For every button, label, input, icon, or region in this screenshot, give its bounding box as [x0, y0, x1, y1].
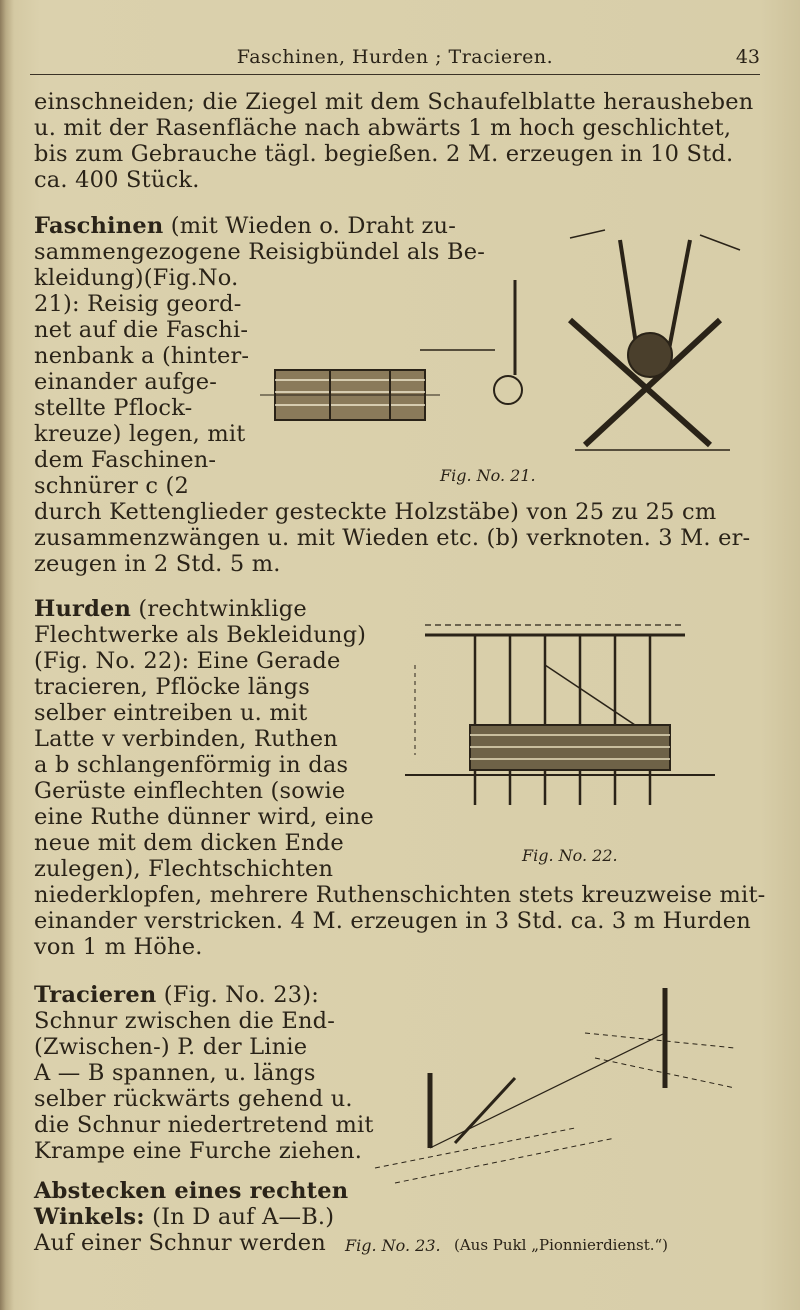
tracieren-line: A — B spannen, u. längs — [34, 1060, 316, 1086]
tracieren-heading: Tracieren — [34, 982, 157, 1008]
tracieren-line: (Zwischen-) P. der Linie — [34, 1034, 308, 1060]
figure-21-drawing — [240, 200, 760, 490]
hurden-line: zulegen), Flechtschichten — [34, 856, 334, 882]
hurden-line: (rechtwinklige — [131, 596, 307, 622]
page-number: 43 — [735, 46, 760, 68]
figure-22-caption: Fig. No. 22. — [522, 846, 618, 865]
faschinen-line: kreuze) legen, mit — [34, 421, 246, 447]
figure-22-drawing — [395, 605, 735, 845]
faschinen-line: zusammenzwängen u. mit Wieden etc. (b) verknoten. 3 M. er- — [34, 525, 751, 551]
running-head — [30, 44, 760, 75]
figure-22 — [395, 605, 735, 845]
figure-23-caption: Fig. No. 23. — [345, 1236, 441, 1255]
tracieren-line: Krampe eine Furche ziehen. — [34, 1138, 363, 1164]
abstecken-paragraph — [34, 1205, 334, 1231]
figure-21 — [240, 200, 760, 490]
faschinen-line: sammengezogene Reisigbündel als Be- — [34, 239, 486, 265]
figure-23-drawing — [355, 978, 755, 1208]
hurden-line: niederklopfen, mehrere Ruthenschichten stets kreuzweise mit- — [34, 882, 766, 908]
faschinen-line: (mit Wieden o. Draht zu- — [163, 213, 456, 239]
hurden-line: (Fig. No. 22): Eine Gerade — [34, 648, 341, 674]
hurden-heading: Hurden — [34, 596, 132, 622]
faschinen-line: durch Kettenglieder gesteckte Holzstäbe) von 25 zu 25 cm — [34, 499, 717, 525]
faschinen-line: schnürer c (2 — [34, 473, 190, 499]
tracieren-line: (Fig. No. 23): — [156, 982, 320, 1008]
faschinen-line: net auf die Faschi- — [34, 317, 249, 343]
hurden-line: a b schlangenförmig in das — [34, 752, 349, 778]
hurden-line: von 1 m Höhe. — [34, 934, 203, 960]
intro-line: u. mit der Rasenfläche nach abwärts 1 m hoch geschlichtet, — [34, 115, 732, 141]
hurden-paragraph — [34, 597, 307, 623]
abstecken-last-line: Auf einer Schnur werden — [34, 1230, 326, 1256]
hurden-line: selber eintreiben u. mit — [34, 700, 308, 726]
abstecken-rest: (In D auf A—B.) — [144, 1204, 335, 1230]
faschinen-heading: Faschinen — [34, 213, 164, 239]
faschinen-line: dem Faschinen- — [34, 447, 217, 473]
hurden-line: Latte v verbinden, Ruthen — [34, 726, 338, 752]
figure-21-caption: Fig. No. 21. — [440, 466, 536, 485]
faschinen-line: einander aufge- — [34, 369, 218, 395]
source-note: (Aus Pukl „Pionnierdienst.“) — [454, 1236, 669, 1254]
hurden-line: tracieren, Pflöcke längs — [34, 674, 310, 700]
faschinen-line: 21): Reisig geord- — [34, 291, 242, 317]
hurden-line: einander verstricken. 4 M. erzeugen in 3 Std. ca. 3 m Hurden — [34, 908, 751, 934]
abstecken-heading: Abstecken eines rechten — [34, 1178, 349, 1204]
hurden-line: neue mit dem dicken Ende — [34, 830, 344, 856]
faschinen-line: kleidung)(Fig.No. — [34, 265, 239, 291]
faschinen-line: zeugen in 2 Std. 5 m. — [34, 551, 281, 577]
tracieren-line: Schnur zwischen die End- — [34, 1008, 336, 1034]
hurden-line: Flechtwerke als Bekleidung) — [34, 622, 367, 648]
intro-line: einschneiden; die Ziegel mit dem Schaufelblatte herausheben — [34, 89, 754, 115]
tracieren-line: die Schnur niedertretend mit — [34, 1112, 374, 1138]
tracieren-paragraph — [34, 983, 319, 1009]
faschinen-line: stellte Pflock- — [34, 395, 193, 421]
intro-line: ca. 400 Stück. — [34, 167, 200, 193]
hurden-line: Gerüste einflechten (sowie — [34, 778, 346, 804]
faschinen-line: nenbank a (hinter- — [34, 343, 250, 369]
tracieren-line: selber rückwärts gehend u. — [34, 1086, 353, 1112]
abstecken-heading-2: Winkels: — [34, 1204, 145, 1230]
running-title: Faschinen, Hurden ; Tracieren. — [236, 46, 554, 68]
figure-23 — [355, 978, 755, 1208]
hurden-line: eine Ruthe dünner wird, eine — [34, 804, 374, 830]
intro-line: bis zum Gebrauche tägl. begießen. 2 M. erzeugen in 10 Std. — [34, 141, 734, 167]
